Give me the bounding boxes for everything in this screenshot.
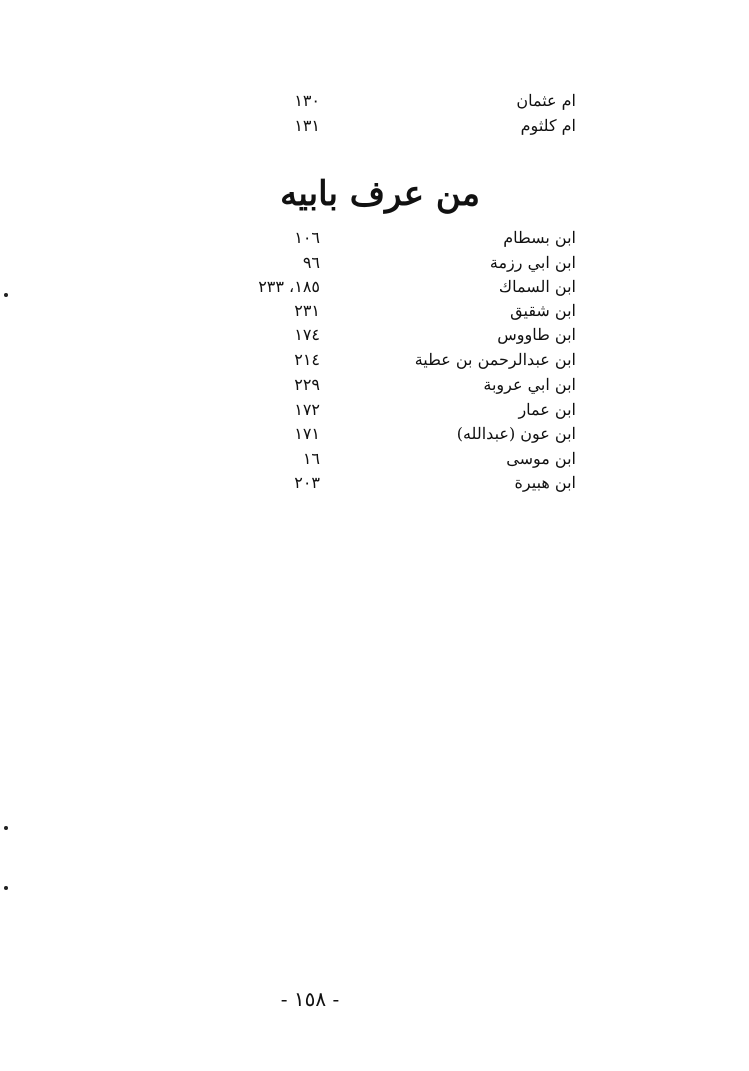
- index-entry: [240, 421, 576, 446]
- index-entry: [240, 397, 576, 422]
- index-entry: [240, 298, 576, 323]
- entry-name: ابن موسى: [506, 449, 576, 468]
- scan-speck: [4, 293, 8, 297]
- entry-name: ام عثمان: [516, 91, 576, 110]
- entry-pages: ١٧٢: [294, 400, 320, 419]
- entry-name: ابن السماك: [498, 277, 576, 296]
- entry-pages: ٩٦: [302, 253, 320, 272]
- entry-name: ابن عبدالرحمن بن عطية: [414, 350, 576, 369]
- entry-name: ابن عمار: [518, 400, 576, 419]
- entry-pages: ١٧٤: [294, 325, 320, 344]
- index-entry: [240, 113, 576, 138]
- entry-pages: ١٨٥، ٢٣٣: [258, 277, 320, 296]
- entry-pages: ٢٣١: [294, 301, 320, 320]
- index-entry: [240, 250, 576, 275]
- page-number: - ١٥٨ -: [280, 987, 340, 1011]
- entry-name: ابن بسطام: [503, 228, 576, 247]
- entry-pages: ١٣٠: [294, 91, 320, 110]
- entry-name: ابن عون (عبدالله): [456, 424, 576, 443]
- entry-pages: ٢٢٩: [294, 375, 320, 394]
- entry-pages: ٢١٤: [294, 350, 320, 369]
- entry-name: ابن ابي رزمة: [489, 253, 576, 272]
- entry-pages: ١٧١: [294, 424, 320, 443]
- entry-name: ابن شقيق: [510, 301, 576, 320]
- index-entry: [240, 470, 576, 495]
- scan-speck: [4, 886, 8, 890]
- entry-name: ابن طاووس: [497, 325, 576, 344]
- index-entry: [240, 274, 576, 299]
- entry-pages: ١٠٦: [294, 228, 320, 247]
- section-heading: من عرف بابيه: [280, 174, 480, 214]
- scan-speck: [4, 826, 8, 830]
- index-entry: [240, 347, 576, 372]
- index-entry: [240, 446, 576, 471]
- index-entry: [240, 225, 576, 250]
- entry-pages: ١٣١: [294, 116, 320, 135]
- entry-pages: ١٦: [302, 449, 320, 468]
- entry-name: ابن ابي عروبة: [483, 375, 576, 394]
- entry-pages: ٢٠٣: [294, 473, 320, 492]
- index-entry: [240, 88, 576, 113]
- entry-name: ابن هبيرة: [514, 473, 576, 492]
- index-entry: [240, 322, 576, 347]
- index-entry: [240, 372, 576, 397]
- entry-name: ام كلثوم: [520, 116, 576, 135]
